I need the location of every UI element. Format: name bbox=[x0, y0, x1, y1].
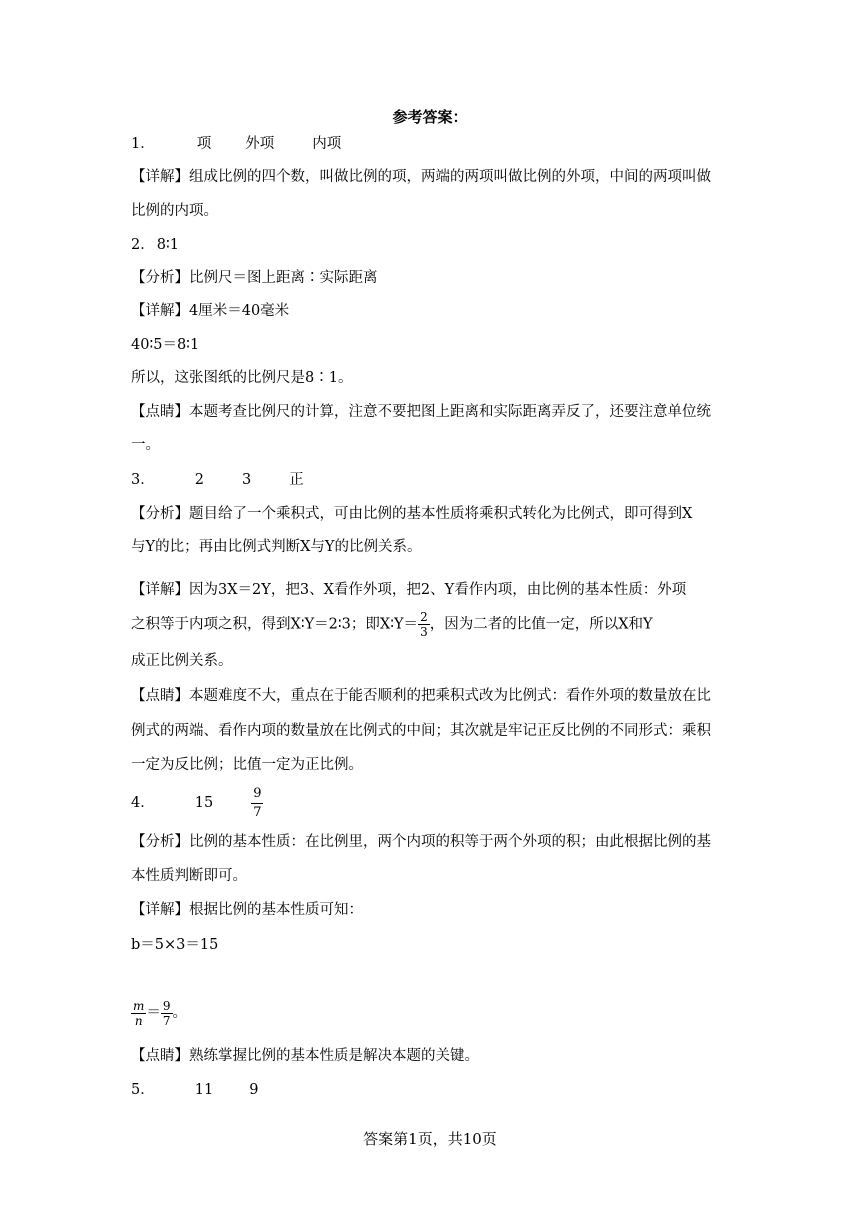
q3-answer-2: 3 bbox=[241, 472, 252, 488]
q4-eq-rhs-numerator: 9 bbox=[162, 998, 171, 1013]
q4-comment: 【点睛】熟练掌握比例的基本性质是解决本题的关键。 bbox=[131, 1048, 479, 1064]
q5-answer-1: 11 bbox=[194, 1082, 214, 1098]
q1-answer-3: 内项 bbox=[312, 136, 342, 152]
q5-answer-line bbox=[131, 1080, 258, 1100]
page-title: 参考答案： bbox=[392, 108, 468, 126]
q4-answer-1: 15 bbox=[194, 795, 214, 811]
q2-comment-line-2: 一。 bbox=[131, 437, 160, 453]
q4-detail: 【详解】根据比例的基本性质可知： bbox=[131, 902, 363, 918]
q1-answer-2: 外项 bbox=[245, 136, 275, 152]
q4-fraction-denominator: 7 bbox=[253, 804, 262, 820]
q1-detail-line-2: 比例的内项。 bbox=[131, 203, 218, 219]
q1-number: 1． bbox=[131, 136, 155, 152]
q3-analysis-line-1: 【分析】题目给了一个乘积式，可由比例的基本性质将乘积式转化为比例式，即可得到X bbox=[131, 506, 693, 522]
q3-analysis-line-2: 与Y的比；再由比例式判断X与Y的比例关系。 bbox=[131, 539, 422, 555]
q4-equation bbox=[131, 996, 187, 1030]
q4-answer-fraction bbox=[251, 785, 263, 822]
q3-fraction-denominator: 3 bbox=[420, 625, 428, 639]
q5-answer-2: 9 bbox=[249, 1082, 259, 1098]
q3-detail-text-b: ，因为二者的比值一定，所以X和Y bbox=[429, 616, 653, 633]
q3-comment-line-2: 例式的两端、看作内项的数量放在比例式的中间；其次就是牢记正反比例的不同形式：乘积 bbox=[131, 723, 711, 739]
q4-eq-lhs-numerator: m bbox=[133, 998, 145, 1013]
q1-detail-line-1: 【详解】组成比例的四个数，叫做比例的项，两端的两项叫做比例的外项，中间的两项叫做 bbox=[131, 169, 711, 185]
q4-answer-line bbox=[131, 782, 263, 824]
q4-fraction-numerator: 9 bbox=[251, 785, 263, 804]
page-footer: 答案第1页，共10页 bbox=[363, 1130, 497, 1148]
q3-answer-3: 正 bbox=[289, 472, 304, 488]
q4-analysis-line-1: 【分析】比例的基本性质：在比例里，两个内项的积等于两个外项的积；由此根据比例的基 bbox=[131, 834, 711, 850]
q2-analysis: 【分析】比例尺＝图上距离∶实际距离 bbox=[131, 270, 378, 286]
q3-number: 3． bbox=[131, 472, 155, 488]
q2-detail: 【详解】4厘米＝40毫米 bbox=[131, 303, 290, 319]
q5-number: 5． bbox=[131, 1082, 155, 1098]
q4-eq-lhs-fraction bbox=[131, 999, 146, 1028]
q2-number: 2． bbox=[131, 237, 155, 253]
q4-eq-rhs-fraction bbox=[161, 999, 173, 1028]
q3-answer-line bbox=[131, 470, 304, 490]
q1-answer-1: 项 bbox=[196, 136, 212, 152]
q2-comment-line-1: 【点睛】本题考查比例尺的计算，注意不要把图上距离和实际距离弄反了，还要注意单位统 bbox=[131, 404, 711, 420]
q2-conclusion: 所以，这张图纸的比例尺是8∶1。 bbox=[131, 370, 353, 386]
q3-fraction-numerator: 2 bbox=[420, 610, 428, 624]
q4-analysis-line-2: 本性质判断即可。 bbox=[131, 868, 247, 884]
q3-fraction bbox=[418, 610, 430, 639]
q4-eq-rhs-denominator: 7 bbox=[162, 1013, 171, 1028]
q3-detail-line-2 bbox=[131, 610, 653, 639]
q3-answer-1: 2 bbox=[194, 472, 204, 488]
q4-eq-end: 。 bbox=[172, 1005, 188, 1021]
q2-calculation: 40∶5＝8∶1 bbox=[131, 337, 200, 353]
q4-number: 4． bbox=[131, 795, 155, 811]
q3-detail-line-3: 成正比例关系。 bbox=[131, 653, 233, 669]
q4-eq-lhs-denominator: n bbox=[134, 1013, 143, 1028]
q2-answer-1: 8∶1 bbox=[156, 237, 179, 253]
q4-calculation: b＝5×3＝15 bbox=[131, 937, 219, 953]
q2-answer-line bbox=[131, 235, 179, 255]
q1-answer-line bbox=[131, 134, 341, 154]
q3-comment-line-1: 【点睛】本题难度不大，重点在于能否顺利的把乘积式改为比例式：看作外项的数量放在比 bbox=[131, 688, 711, 704]
q3-detail-line-1: 【详解】因为3X＝2Y，把3、X看作外项，把2、Y看作内项，由比例的基本性质：外项 bbox=[131, 582, 687, 598]
q3-comment-line-3: 一定为反比例；比值一定为正比例。 bbox=[131, 757, 363, 773]
q4-eq-sign: ＝ bbox=[146, 1005, 161, 1021]
q3-detail-text-a: 之积等于内项之积，得到X∶Y＝2∶3；即X∶Y＝ bbox=[131, 616, 419, 633]
